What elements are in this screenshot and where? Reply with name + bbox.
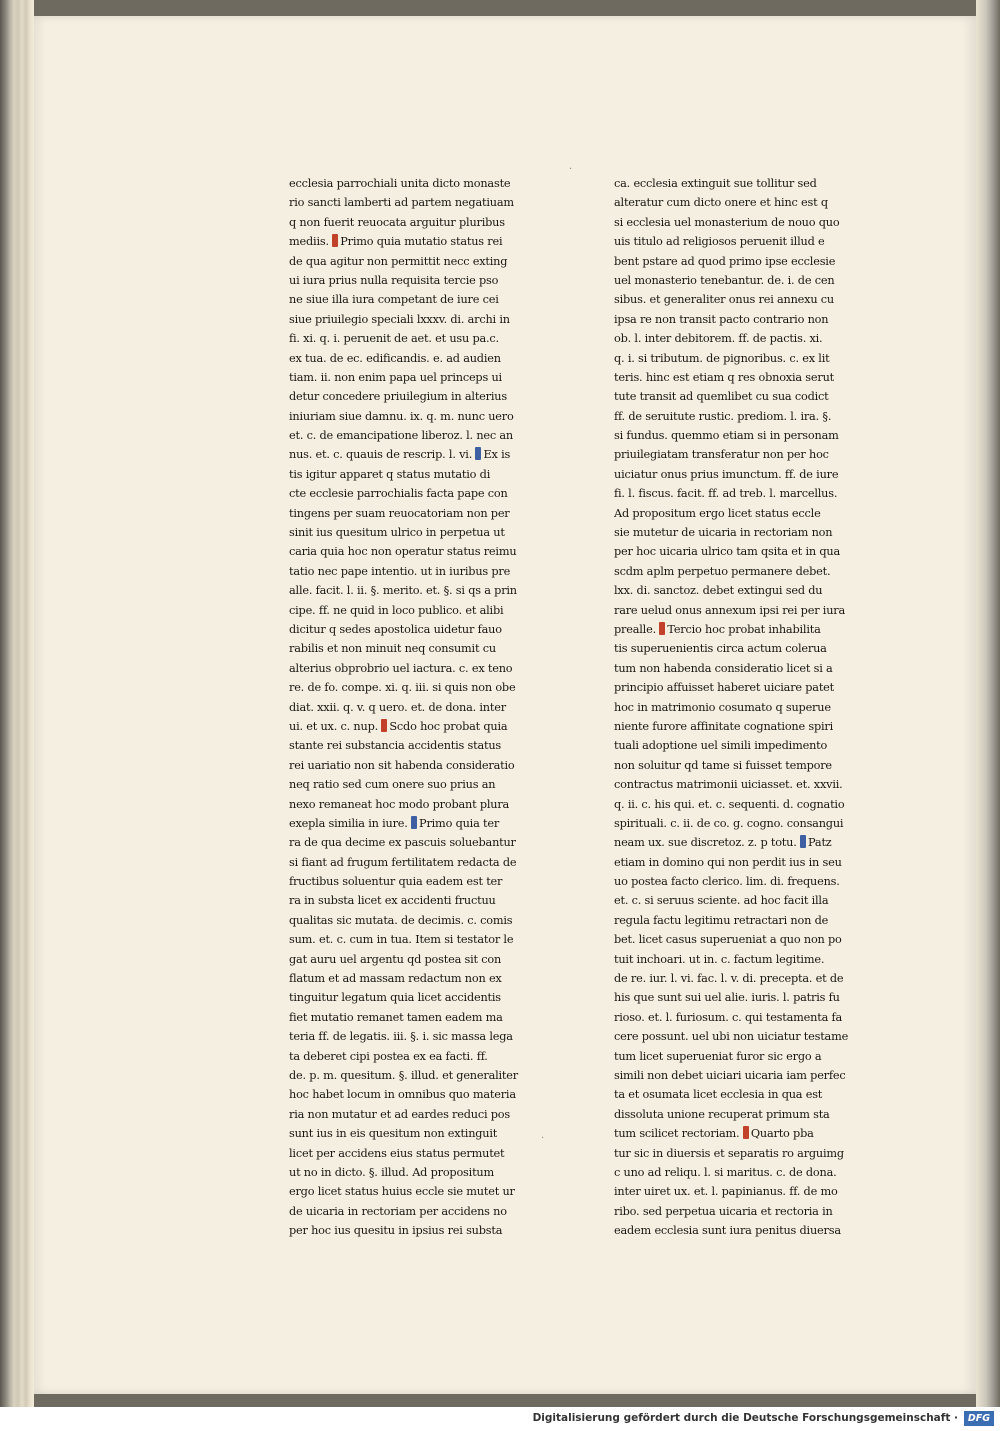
text-line: uis titulo ad religiosos peruenit illud e xyxy=(614,235,825,249)
footer-bar xyxy=(0,1407,1000,1431)
text-line: cipe. ff. ne quid in loco publico. et alibi xyxy=(289,603,504,617)
text-line: nexo remaneat hoc modo probant plura xyxy=(289,797,510,811)
text-line: ta et osumata licet ecclesia in qua est xyxy=(614,1088,823,1102)
text-line: hoc in matrimonio cosumato q superue xyxy=(614,700,831,714)
text-line: tuit inchoari. ut in. c. factum legitime. xyxy=(614,952,825,966)
text-line: rei uariatio non sit habenda consideratio xyxy=(289,758,515,772)
text-line: q. i. si tributum. de pignoribus. c. ex lit xyxy=(614,351,830,365)
text-line: rioso. et. l. furiosum. c. qui testamenta fa xyxy=(614,1010,843,1024)
text-line: ra in substa licet ex accidenti fructuu xyxy=(289,894,496,908)
text-line: q. ii. c. his qui. et. c. sequenti. d. cognatio xyxy=(614,797,845,811)
text-line: diat. xxii. q. v. q uero. et. de dona. inter xyxy=(289,700,506,714)
text-line: priuilegiatam transferatur non per hoc xyxy=(614,448,829,462)
text-line: ut no in dicto. §. illud. Ad propositum xyxy=(289,1165,494,1179)
text-line: rabilis et non minuit neq consumit cu xyxy=(289,642,496,656)
book-page-edge-right xyxy=(976,0,1000,1407)
text-column-left xyxy=(289,174,535,1240)
text-line: sunt ius in eis quesitum non extinguit xyxy=(289,1127,498,1141)
text-line: cte ecclesie parrochialis facta pape con xyxy=(289,487,508,501)
text-line: q non fuerit reuocata arguitur pluribus xyxy=(289,215,505,229)
margin-mark-top: · xyxy=(569,164,573,175)
text-line: prealle. Tercio hoc probat inhabilita xyxy=(614,622,821,636)
dfg-logo: DFG xyxy=(964,1411,994,1426)
text-line: c uno ad reliqu. l. si maritus. c. de dona. xyxy=(614,1165,837,1179)
text-line: fructibus soluentur quia eadem est ter xyxy=(289,875,503,889)
text-line: nus. et. c. quauis de rescrip. l. vi. Ex is xyxy=(289,448,511,462)
text-line: de. p. m. quesitum. §. illud. et generaliter xyxy=(289,1068,518,1082)
text-line: exepla similia in iure. Primo quia ter xyxy=(289,816,500,830)
text-line: simili non debet uiciari uicaria iam perfec xyxy=(614,1068,846,1082)
paragraph-mark-icon xyxy=(743,1126,749,1139)
text-line: neam ux. sue discretoz. z. p totu. Patz xyxy=(614,836,832,850)
text-line: tum scilicet rectoriam. Quarto pba xyxy=(614,1127,814,1141)
text-line: lxx. di. sanctoz. debet extingui sed du xyxy=(614,584,823,598)
text-line: bet. licet casus superueniat a quo non po xyxy=(614,933,842,947)
text-line: licet per accidens eius status permutet xyxy=(289,1146,505,1160)
text-line: scdm aplm perpetuo permanere debet. xyxy=(614,564,831,578)
text-line: sibus. et generaliter onus rei annexu cu xyxy=(614,293,835,307)
text-line: ui. et ux. c. nup. Scdo hoc probat quia xyxy=(289,719,508,733)
text-line: tis superuenientis circa actum colerua xyxy=(614,642,827,656)
text-line: uel monasterio tenebantur. de. i. de cen xyxy=(614,273,835,287)
text-line: alteratur cum dicto onere et hinc est q xyxy=(614,196,828,210)
book-page-stack-left xyxy=(0,0,34,1407)
text-line: ipsa re non transit pacto contrario non xyxy=(614,312,829,326)
text-line: et. c. si seruus sciente. ad hoc facit illa xyxy=(614,894,829,908)
text-line: inter uiret ux. et. l. papinianus. ff. de mo xyxy=(614,1185,838,1199)
paragraph-mark-icon xyxy=(659,622,665,635)
text-line: gat auru uel argentu qd postea sit con xyxy=(289,952,502,966)
text-line: si fundus. quemmo etiam si in personam xyxy=(614,429,839,443)
text-line: de uicaria in rectoriam per accidens no xyxy=(289,1204,507,1218)
text-line: et. c. de emancipatione liberoz. l. nec an xyxy=(289,429,514,443)
text-line: dissoluta unione recuperat primum sta xyxy=(614,1107,830,1121)
text-line: qualitas sic mutata. de decimis. c. comis xyxy=(289,913,513,927)
text-line: sinit ius quesitum ulrico in perpetua ut xyxy=(289,526,505,540)
text-line: ob. l. inter debitorem. ff. de pactis. xi. xyxy=(614,332,823,346)
text-line: ergo licet status huius eccle sie mutet ur xyxy=(289,1185,515,1199)
text-line: tingens per suam reuocatoriam non per xyxy=(289,506,510,520)
paragraph-mark-icon xyxy=(475,447,481,460)
text-line: ribo. sed perpetua uicaria et rectoria in xyxy=(614,1204,833,1218)
text-line: regula factu legitimu retractari non de xyxy=(614,913,829,927)
text-line: de qua agitur non permittit necc exting xyxy=(289,254,508,268)
text-line: uo postea facto clerico. lim. di. frequens. xyxy=(614,875,840,889)
text-line: tinguitur legatum quia licet accidentis xyxy=(289,991,501,1005)
text-line: rare uelud onus annexum ipsi rei per iura xyxy=(614,603,846,617)
text-line: rio sancti lamberti ad partem negatiuam xyxy=(289,196,514,210)
text-line: teris. hinc est etiam q res obnoxia serut xyxy=(614,370,835,384)
text-line: de re. iur. l. vi. fac. l. v. di. precepta. et de xyxy=(614,972,844,986)
text-line: ta deberet cipi postea ex ea facti. ff. xyxy=(289,1049,488,1063)
text-line: ca. ecclesia extinguit sue tollitur sed xyxy=(614,177,817,190)
text-line: detur concedere priuilegium in alterius xyxy=(289,390,507,404)
text-line: non soluitur qd tame si fuisset tempore xyxy=(614,758,832,772)
text-line: contractus matrimonii uiciasset. et. xxvii. xyxy=(614,778,843,792)
text-line: flatum et ad massam redactum non ex xyxy=(289,972,502,986)
text-line: si ecclesia uel monasterium de nouo quo xyxy=(614,215,840,229)
text-line: tuali adoptione uel simili impedimento xyxy=(614,739,828,753)
text-line: stante rei substancia accidentis status xyxy=(289,739,501,753)
funding-notice: Digitalisierung gefördert durch die Deutsche Forschungsgemeinschaft · xyxy=(532,1412,958,1424)
text-line: Ad propositum ergo licet status eccle xyxy=(614,506,821,520)
text-line: teria ff. de legatis. iii. §. i. sic massa lega xyxy=(289,1030,513,1044)
text-line: fi. xi. q. i. peruenit de aet. et usu pa.c. xyxy=(289,332,499,346)
text-line: tiam. ii. non enim papa uel princeps ui xyxy=(289,370,502,384)
text-line: ff. de seruitute rustic. prediom. l. ira. §. xyxy=(614,409,832,423)
text-line: tum non habenda consideratio licet si a xyxy=(614,661,833,675)
text-line: tatio nec pape intentio. ut in iuribus pre xyxy=(289,564,511,578)
paragraph-mark-icon xyxy=(800,835,806,848)
text-line: niente furore affinitate cognatione spiri xyxy=(614,719,834,733)
text-line: ui iura prius nulla requisita tercie pso xyxy=(289,273,499,287)
text-line: tute transit ad quemlibet cu sua codict xyxy=(614,390,829,404)
text-line: uiciatur onus prius imunctum. ff. de iure xyxy=(614,467,839,481)
text-line: caria quia hoc non operatur status reimu xyxy=(289,545,517,559)
text-line: spirituali. c. ii. de co. g. cogno. consangui xyxy=(614,816,844,830)
text-line: dicitur q sedes apostolica uidetur fauo xyxy=(289,622,502,636)
text-line: principio affuisset haberet uiciare patet xyxy=(614,681,835,695)
text-line: per hoc ius quesitu in ipsius rei substa xyxy=(289,1224,503,1238)
text-line: sie mutetur de uicaria in rectoriam non xyxy=(614,526,833,540)
margin-mark-bottom: · xyxy=(541,1133,545,1144)
text-line: si fiant ad frugum fertilitatem redacta de xyxy=(289,855,517,869)
text-line: tur sic in diuersis et separatis ro arguimg xyxy=(614,1146,844,1160)
text-line: eadem ecclesia sunt iura penitus diuersa xyxy=(614,1224,841,1238)
text-line: iniuriam siue damnu. ix. q. m. nunc uero xyxy=(289,409,514,423)
text-line: siue priuilegio speciali lxxxv. di. archi in xyxy=(289,312,510,326)
text-line: bent pstare ad quod primo ipse ecclesie xyxy=(614,254,836,268)
text-line: ria non mutatur et ad eardes reduci pos xyxy=(289,1107,511,1121)
text-line: fi. l. fiscus. facit. ff. ad treb. l. marcellus. xyxy=(614,487,838,501)
text-line: ecclesia parrochiali unita dicto monaste xyxy=(289,177,511,190)
text-line: hoc habet locum in omnibus quo materia xyxy=(289,1088,516,1102)
text-line: cere possunt. uel ubi non uiciatur testame xyxy=(614,1030,849,1044)
text-line: ne siue illa iura competant de iure cei xyxy=(289,293,499,307)
text-line: per hoc uicaria ulrico tam qsita et in qua xyxy=(614,545,841,559)
text-line: etiam in domino qui non perdit ius in seu xyxy=(614,855,842,869)
paragraph-mark-icon xyxy=(381,719,387,732)
text-line: his que sunt sui uel alie. iuris. l. patris fu xyxy=(614,991,840,1005)
text-column-right xyxy=(614,174,860,1240)
text-line: tis igitur apparet q status mutatio di xyxy=(289,467,491,481)
text-line: re. de fo. compe. xi. q. iii. si quis non obe xyxy=(289,681,516,695)
text-line: sum. et. c. cum in tua. Item si testator le xyxy=(289,933,514,947)
text-line: alterius obprobrio uel iactura. c. ex teno xyxy=(289,661,513,675)
text-line: fiet mutatio remanet tamen eadem ma xyxy=(289,1010,503,1024)
text-line: mediis. Primo quia mutatio status rei xyxy=(289,235,503,249)
text-line: alle. facit. l. ii. §. merito. et. §. si qs a prin xyxy=(289,584,517,598)
paragraph-mark-icon xyxy=(411,816,417,829)
paragraph-mark-icon xyxy=(332,234,338,247)
text-line: neq ratio sed cum onere suo prius an xyxy=(289,778,496,792)
text-line: ex tua. de ec. edificandis. e. ad audien xyxy=(289,351,501,365)
text-line: ra de qua decime ex pascuis soluebantur xyxy=(289,836,516,850)
text-line: tum licet superueniat furor sic ergo a xyxy=(614,1049,822,1063)
